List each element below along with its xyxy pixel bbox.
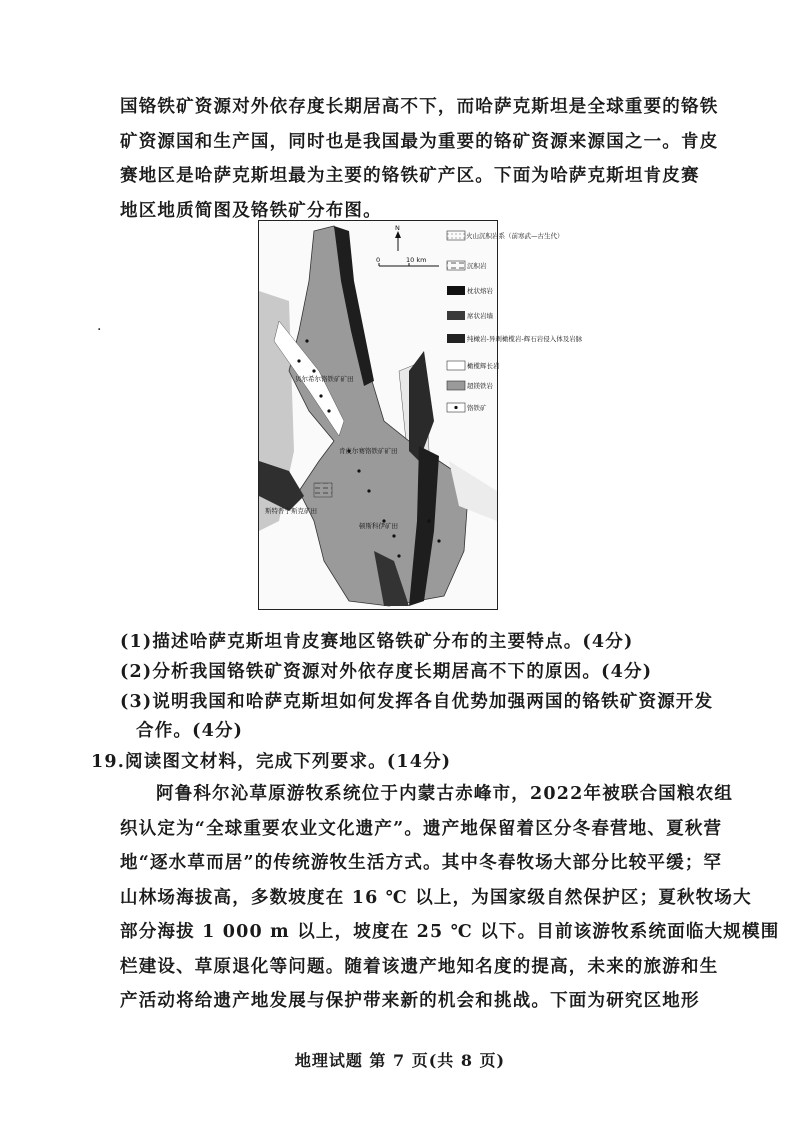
chromite-point (357, 469, 360, 472)
legend-label: 沉积岩 (467, 262, 487, 270)
legend-label: 超镁铁岩 (467, 382, 493, 390)
material-line: 部分海拔 1 000 m 以上，坡度在 25 ℃ 以下。目前该游牧系统面临大规模围 (120, 922, 780, 942)
mine-label: 斯特普宁斯克矿田 (265, 507, 317, 515)
chromite-point (397, 554, 400, 557)
legend-label: 火山沉积岩系（前寒武—古生代） (466, 232, 564, 240)
material-line: 织认定为“全球重要农业文化遗产”。遗产地保留着区分冬春营地、夏秋营 (120, 818, 723, 839)
chromite-point (319, 394, 322, 397)
legend-label: 纯橄岩-异剥橄榄岩-辉石岩侵入体及岩脉 (467, 335, 583, 343)
material-line: 栏建设、草原退化等问题。随着该遗产地知名度的提高，未来的旅游和生 (120, 956, 719, 977)
scale-start: 0 (376, 256, 381, 264)
page-footer: 地理试题 第 7 页(共 8 页) (294, 1051, 506, 1070)
material-line: 山林场海拔高，多数坡度在 16 ℃ 以上，为国家级自然保护区；夏秋牧场大 (120, 887, 752, 908)
question-19-heading: 19.阅读图文材料，完成下列要求。(14分) (91, 752, 452, 772)
mine-label: 贝尔希尔铬铁矿矿田 (295, 375, 354, 383)
question-19-material (120, 777, 780, 1019)
material-line: 产活动将给遗产地发展与保护带来新的机会和挑战。下面为研究区地形 (120, 991, 700, 1011)
north-label: N (395, 224, 400, 232)
material-line: 阿鲁科尔沁草原游牧系统位于内蒙古赤峰市，2022年被联合国粮农组 (156, 784, 734, 804)
geology-map (258, 220, 583, 610)
chromite-point (312, 369, 315, 372)
question-3-continued: 合作。(4分) (136, 721, 244, 741)
intro-line: 地区地质简图及铬铁矿分布图。 (120, 200, 382, 221)
map-canvas (259, 221, 583, 609)
question-3: (3)说明我国和哈萨克斯坦如何发挥各自优势加强两国的铬铁矿资源开发 (120, 692, 714, 712)
margin-mark: . (97, 318, 102, 334)
legend-label: 席状岩墙 (467, 312, 493, 320)
chromite-point (305, 339, 308, 342)
scale-end: 10 km (406, 256, 427, 264)
mine-label: 肯皮尔赛铬铁矿矿田 (339, 447, 398, 455)
chromite-point (297, 359, 300, 362)
chromite-point (327, 409, 330, 412)
material-line: 地“逐水草而居”的传统游牧生活方式。其中冬春牧场大部分比较平缓；罕 (120, 853, 723, 873)
intro-line: 赛地区是哈萨克斯坦最为主要的铬铁矿产区。下面为哈萨克斯坦肯皮赛 (120, 166, 700, 186)
question-2: (2)分析我国铬铁矿资源对外依存度长期居高不下的原因。(4分) (120, 662, 653, 682)
intro-paragraph (120, 90, 719, 228)
question-1: (1)描述哈萨克斯坦肯皮赛地区铬铁矿分布的主要特点。(4分) (120, 632, 634, 652)
intro-line: 国铬铁矿资源对外依存度长期居高不下，而哈萨克斯坦是全球重要的铬铁 (120, 97, 719, 117)
legend-label: 铬铁矿 (467, 404, 487, 412)
legend-label: 枕状熔岩 (467, 287, 493, 295)
chromite-point (367, 489, 370, 492)
mine-label: 顿斯科伊矿田 (359, 522, 398, 530)
chromite-point (437, 539, 440, 542)
sediment-patch (314, 483, 332, 497)
intro-line: 矿资源国和生产国，同时也是我国最为重要的铬矿资源来源国之一。肯皮 (120, 131, 719, 152)
legend-label: 橄榄辉长岩 (467, 362, 500, 370)
chromite-point (392, 534, 395, 537)
chromite-point (427, 519, 430, 522)
